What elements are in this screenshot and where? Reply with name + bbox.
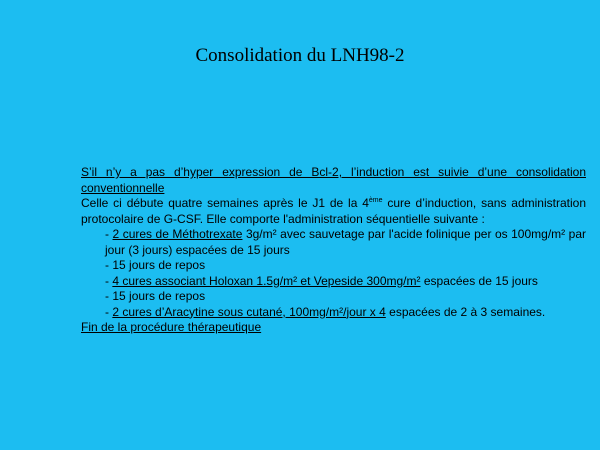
slide-body xyxy=(81,165,586,336)
list-item xyxy=(81,305,586,321)
list-dash: - xyxy=(105,304,113,319)
list-item-emphasis: 4 cures associant Holoxan 1.5g/m² et Vepeside 300mg/m² xyxy=(112,273,421,288)
description-part-1: Celle ci débute quatre semaines après le J1 de la 4 xyxy=(81,196,369,210)
intro-text: S’il n’y a pas d’hyper expression de Bcl-2, l’induction est suivie d’une consolidation conventionnelle xyxy=(81,165,586,195)
list-item-text: 3g/m² avec sauvetage par l'acide folinique per os 100mg/m² par jour (3 jours) espacées de 15 jours xyxy=(105,227,587,257)
list-item xyxy=(81,274,586,290)
slide-title: Consolidation du LNH98-2 xyxy=(195,45,405,66)
list-dash: - xyxy=(105,289,113,303)
list-item-emphasis: 2 cures de Méthotrexate xyxy=(112,227,243,241)
description-part-2: cure d’induction, sans administration protocolaire de G-CSF. Elle comporte l'administration séquentielle suivante : xyxy=(81,196,586,226)
list-item xyxy=(81,289,586,305)
list-item xyxy=(81,258,586,274)
list-item-text: 15 jours de repos xyxy=(112,258,206,272)
closing-text: Fin de la procédure thérapeutique xyxy=(81,320,262,334)
list-item-text: espacées de 15 jours xyxy=(420,273,538,288)
list-dash: - xyxy=(105,227,113,241)
description-superscript: ème xyxy=(368,197,383,204)
description-text xyxy=(81,196,586,227)
list-dash: - xyxy=(105,258,113,272)
list-item-text: 15 jours de repos xyxy=(112,289,206,303)
list-item-text: espacées de 2 à 3 semaines. xyxy=(385,304,546,319)
list-dash: - xyxy=(105,273,113,288)
list-item xyxy=(81,227,586,258)
list-item-emphasis: 2 cures d’Aracytine sous cutané, 100mg/m²/jour x 4 xyxy=(112,304,386,319)
